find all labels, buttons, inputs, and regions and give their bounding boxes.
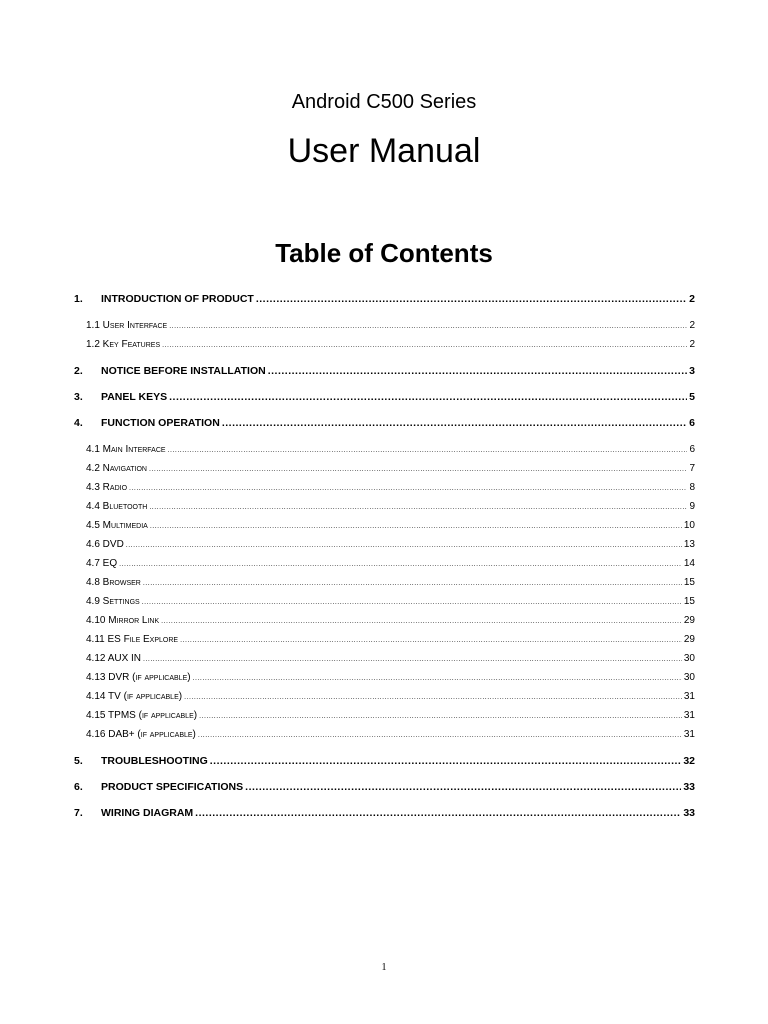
toc-dot-leader <box>143 653 682 664</box>
toc-entry-page: 14 <box>683 558 695 569</box>
toc-subsection-entry[interactable] <box>0 691 768 707</box>
toc-section-entry[interactable] <box>0 807 768 823</box>
toc-dot-leader <box>126 539 682 550</box>
toc-section-entry[interactable] <box>0 755 768 771</box>
toc-entry-label: 4.16 DAB+ (if applicable) <box>86 729 196 740</box>
toc-dot-leader <box>168 444 688 455</box>
toc-entry-page: 33 <box>683 807 695 819</box>
toc-heading: Table of Contents <box>275 238 493 268</box>
toc-entry-page: 29 <box>683 634 695 645</box>
toc-dot-leader <box>184 691 682 702</box>
toc-subsection-entry[interactable] <box>0 463 768 479</box>
toc-entry-label: WIRING DIAGRAM <box>101 807 194 819</box>
toc-dot-leader <box>169 320 687 331</box>
toc-subsection-entry[interactable] <box>0 653 768 669</box>
toc-dot-leader <box>150 520 682 531</box>
toc-entry-label: 1.2 Key Features <box>86 339 161 350</box>
toc-entry-label: 4.14 TV (if applicable) <box>86 691 183 702</box>
toc-entry-label: NOTICE BEFORE INSTALLATION <box>101 365 266 377</box>
toc-dot-leader <box>193 672 682 683</box>
toc-subsection-entry[interactable] <box>0 520 768 536</box>
toc-entry-label: 4.12 AUX IN <box>86 653 142 664</box>
toc-dot-leader <box>149 501 687 512</box>
toc-entry-label: FUNCTION OPERATION <box>101 417 220 429</box>
toc-entry-page: 7 <box>689 463 695 474</box>
toc-dot-leader <box>119 558 682 569</box>
toc-entry-label: PRODUCT SPECIFICATIONS <box>101 781 244 793</box>
toc-entry-page: 9 <box>689 501 695 512</box>
toc-dot-leader <box>256 293 687 305</box>
toc-entry-page: 3 <box>689 365 695 377</box>
toc-entry-label: 4.13 DVR (if applicable) <box>86 672 191 683</box>
toc-entry-page: 8 <box>689 482 695 493</box>
document-title: User Manual <box>287 132 481 170</box>
toc-entry-label: 4.2 Navigation <box>86 463 147 474</box>
toc-subsection-entry[interactable] <box>0 577 768 593</box>
toc-entry-page: 31 <box>683 729 695 740</box>
toc-entry-number: 6. <box>74 781 83 793</box>
toc-subsection-entry[interactable] <box>0 596 768 612</box>
toc-entry-page: 10 <box>683 520 695 531</box>
toc-entry-page: 6 <box>689 417 695 429</box>
toc-dot-leader <box>169 391 687 403</box>
toc-entry-number: 5. <box>74 755 83 767</box>
toc-entry-page: 5 <box>689 391 695 403</box>
toc-entry-page: 33 <box>683 781 695 793</box>
toc-entry-label: 4.4 Bluetooth <box>86 501 148 512</box>
toc-subsection-entry[interactable] <box>0 634 768 650</box>
toc-entry-page: 2 <box>689 293 695 305</box>
toc-entry-page: 30 <box>683 672 695 683</box>
toc-entry-page: 15 <box>683 596 695 607</box>
toc-dot-leader <box>198 729 682 740</box>
toc-section-entry[interactable] <box>0 293 768 309</box>
toc-entry-label: TROUBLESHOOTING <box>101 755 208 767</box>
toc-subsection-entry[interactable] <box>0 558 768 574</box>
toc-entry-label: INTRODUCTION OF PRODUCT <box>101 293 254 305</box>
toc-entry-page: 13 <box>683 539 695 550</box>
toc-entry-label: 4.8 Browser <box>86 577 141 588</box>
toc-entry-label: 4.7 EQ <box>86 558 118 569</box>
toc-dot-leader <box>210 755 682 767</box>
toc-entry-label: PANEL KEYS <box>101 391 168 403</box>
toc-subsection-entry[interactable] <box>0 482 768 498</box>
toc-dot-leader <box>180 634 682 645</box>
toc-entry-label: 4.9 Settings <box>86 596 140 607</box>
toc-section-entry[interactable] <box>0 781 768 797</box>
toc-entry-number: 7. <box>74 807 83 819</box>
toc-entry-label: 4.10 Mirror Link <box>86 615 160 626</box>
toc-section-entry[interactable] <box>0 365 768 381</box>
toc-dot-leader <box>142 596 682 607</box>
toc-entry-page: 29 <box>683 615 695 626</box>
toc-dot-leader <box>245 781 681 793</box>
toc-entry-page: 31 <box>683 710 695 721</box>
toc-dot-leader <box>222 417 687 429</box>
toc-entry-page: 6 <box>689 444 695 455</box>
toc-section-entry[interactable] <box>0 391 768 407</box>
toc-entry-label: 4.3 Radio <box>86 482 128 493</box>
toc-subsection-entry[interactable] <box>0 729 768 745</box>
toc-dot-leader <box>162 339 687 350</box>
toc-dot-leader <box>143 577 682 588</box>
toc-entry-page: 2 <box>689 320 695 331</box>
toc-dot-leader <box>161 615 682 626</box>
toc-dot-leader <box>129 482 687 493</box>
toc-dot-leader <box>268 365 687 377</box>
toc-entry-page: 31 <box>683 691 695 702</box>
document-subtitle: Android C500 Series <box>291 91 477 113</box>
toc-entry-label: 4.5 Multimedia <box>86 520 148 531</box>
toc-entry-label: 4.1 Main Interface <box>86 444 166 455</box>
toc-dot-leader <box>195 807 681 819</box>
toc-entry-number: 4. <box>74 417 83 429</box>
toc-entry-page: 2 <box>689 339 695 350</box>
toc-subsection-entry[interactable] <box>0 501 768 517</box>
toc-entry-page: 15 <box>683 577 695 588</box>
toc-entry-number: 2. <box>74 365 83 377</box>
toc-entry-page: 32 <box>683 755 695 767</box>
toc-entry-number: 3. <box>74 391 83 403</box>
toc-subsection-entry[interactable] <box>0 672 768 688</box>
toc-entry-page: 30 <box>683 653 695 664</box>
page-number: 1 <box>381 962 387 973</box>
toc-dot-leader <box>149 463 687 474</box>
toc-entry-label: 4.6 DVD <box>86 539 124 550</box>
toc-entry-number: 1. <box>74 293 83 305</box>
toc-subsection-entry[interactable] <box>0 444 768 460</box>
toc-subsection-entry[interactable] <box>0 710 768 726</box>
toc-dot-leader <box>199 710 682 721</box>
toc-entry-label: 1.1 User Interface <box>86 320 168 331</box>
toc-entry-label: 4.15 TPMS (if applicable) <box>86 710 198 721</box>
toc-subsection-entry[interactable] <box>0 615 768 631</box>
toc-entry-label: 4.11 ES File Explore <box>86 634 179 645</box>
toc-section-entry[interactable] <box>0 417 768 433</box>
toc-subsection-entry[interactable] <box>0 539 768 555</box>
toc-subsection-entry[interactable] <box>0 320 768 336</box>
toc-subsection-entry[interactable] <box>0 339 768 355</box>
